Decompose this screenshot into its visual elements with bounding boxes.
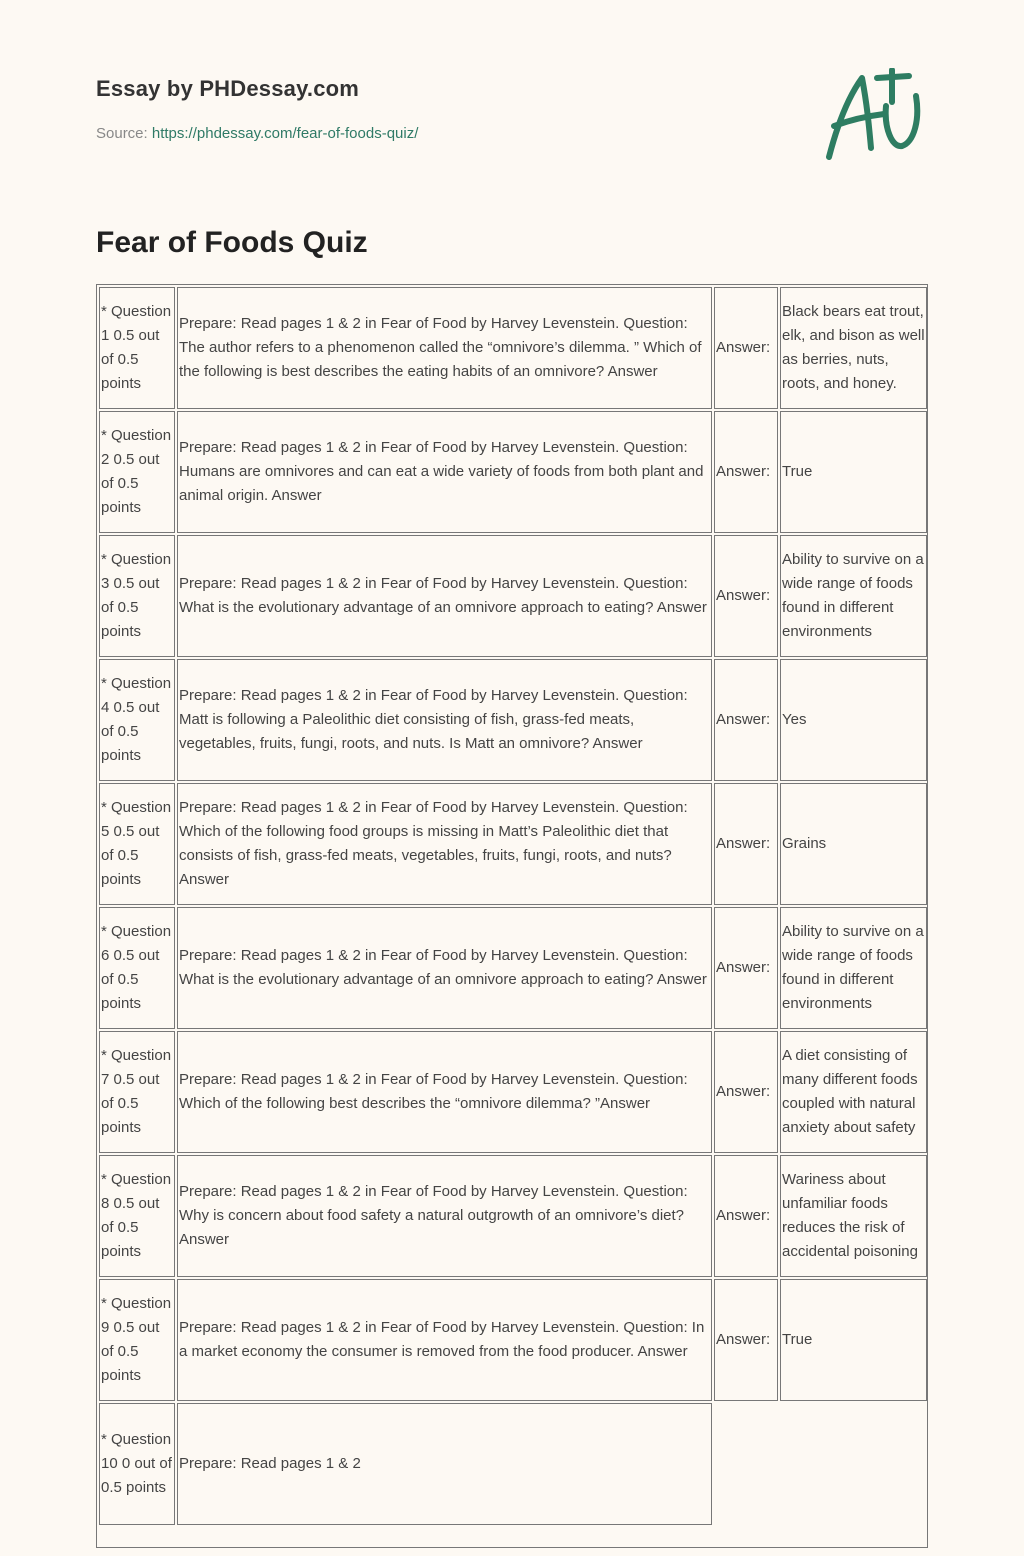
answer-label-cell: Answer: [714, 783, 778, 905]
page-title: Fear of Foods Quiz [96, 226, 368, 259]
question-meta-cell: * Question 2 0.5 out of 0.5 points [99, 411, 175, 533]
question-text-cell: Prepare: Read pages 1 & 2 in Fear of Food by Harvey Levenstein. Question: What is the evolutionary advantage of an omnivore approach to eating? Answer [177, 535, 712, 657]
source-link[interactable]: https://phdessay.com/fear-of-foods-quiz/ [151, 125, 419, 142]
question-meta-cell: * Question 4 0.5 out of 0.5 points [99, 659, 175, 781]
question-meta-cell: * Question 9 0.5 out of 0.5 points [99, 1279, 175, 1401]
table-row [99, 907, 927, 1029]
question-meta-cell: * Question 3 0.5 out of 0.5 points [99, 535, 175, 657]
answer-value-cell: A diet consisting of many different foods coupled with natural anxiety about safety [780, 1031, 927, 1153]
answer-value-cell: Ability to survive on a wide range of foods found in different environments [780, 907, 927, 1029]
table-row [99, 535, 927, 657]
answer-value-cell: Ability to survive on a wide range of foods found in different environments [780, 535, 927, 657]
table-row [99, 1031, 927, 1153]
source-label: Source: [96, 125, 152, 142]
question-text-cell: Prepare: Read pages 1 & 2 in Fear of Food by Harvey Levenstein. Question: In a market economy the consumer is removed from the food producer. Answer [177, 1279, 712, 1401]
question-text-cell: Prepare: Read pages 1 & 2 in Fear of Food by Harvey Levenstein. Question: Why is concern about food safety a natural outgrowth of an omnivore’s diet? Answer [177, 1155, 712, 1277]
answer-value-cell: Wariness about unfamiliar foods reduces the risk of accidental poisoning [780, 1155, 927, 1277]
answer-value-cell: True [780, 411, 927, 533]
question-text-cell: Prepare: Read pages 1 & 2 in Fear of Food by Harvey Levenstein. Question: Matt is following a Paleolithic diet consisting of fish, grass-fed meats, vegetables, fruits, fungi, roots, and nuts. Is Matt an omnivore? Answer [177, 659, 712, 781]
question-meta-cell: * Question 10 0 out of 0.5 points [99, 1403, 175, 1525]
table-row [99, 1403, 927, 1525]
answer-value-cell: Black bears eat trout, elk, and bison as well as berries, nuts, roots, and honey. [780, 287, 927, 409]
site-brand: Essay by PHDessay.com [96, 76, 360, 101]
answer-label-cell: Answer: [714, 411, 778, 533]
table-row [99, 1279, 927, 1401]
answer-value-cell: Grains [780, 783, 927, 905]
source-line [96, 125, 418, 142]
table-row [99, 659, 927, 781]
question-text-cell: Prepare: Read pages 1 & 2 in Fear of Food by Harvey Levenstein. Question: Which of the following food groups is missing in Matt’s Paleolithic diet that consists of fish, grass-fed meats, vegetables, fruits, fungi, roots, and nuts? Answer [177, 783, 712, 905]
table-row [99, 783, 927, 905]
answer-label-cell [714, 1403, 778, 1525]
a-plus-logo-icon [822, 68, 928, 164]
question-text-cell: Prepare: Read pages 1 & 2 in Fear of Food by Harvey Levenstein. Question: Humans are omnivores and can eat a wide variety of foods from both plant and animal origin. Answer [177, 411, 712, 533]
table-row [99, 287, 927, 409]
question-meta-cell: * Question 5 0.5 out of 0.5 points [99, 783, 175, 905]
question-text-cell: Prepare: Read pages 1 & 2 in Fear of Food by Harvey Levenstein. Question: What is the evolutionary advantage of an omnivore approach to eating? Answer [177, 907, 712, 1029]
question-text-cell: Prepare: Read pages 1 & 2 [177, 1403, 712, 1525]
answer-label-cell: Answer: [714, 1155, 778, 1277]
question-meta-cell: * Question 1 0.5 out of 0.5 points [99, 287, 175, 409]
answer-label-cell: Answer: [714, 659, 778, 781]
answer-label-cell: Answer: [714, 1031, 778, 1153]
quiz-table [97, 285, 928, 1527]
question-meta-cell: * Question 6 0.5 out of 0.5 points [99, 907, 175, 1029]
answer-value-cell [780, 1403, 927, 1525]
question-text-cell: Prepare: Read pages 1 & 2 in Fear of Food by Harvey Levenstein. Question: Which of the following best describes the “omnivore dilemma? ”Answer [177, 1031, 712, 1153]
question-text-cell: Prepare: Read pages 1 & 2 in Fear of Food by Harvey Levenstein. Question: The author refers to a phenomenon called the “omnivore’s dilemma. ” Which of the following is best describes the eating habits of an omnivore? Answer [177, 287, 712, 409]
quiz-table-frame [96, 284, 928, 1548]
answer-label-cell: Answer: [714, 907, 778, 1029]
table-row [99, 1155, 927, 1277]
answer-label-cell: Answer: [714, 535, 778, 657]
answer-label-cell: Answer: [714, 287, 778, 409]
answer-value-cell: True [780, 1279, 927, 1401]
answer-label-cell: Answer: [714, 1279, 778, 1401]
question-meta-cell: * Question 8 0.5 out of 0.5 points [99, 1155, 175, 1277]
answer-value-cell: Yes [780, 659, 927, 781]
table-row [99, 411, 927, 533]
question-meta-cell: * Question 7 0.5 out of 0.5 points [99, 1031, 175, 1153]
